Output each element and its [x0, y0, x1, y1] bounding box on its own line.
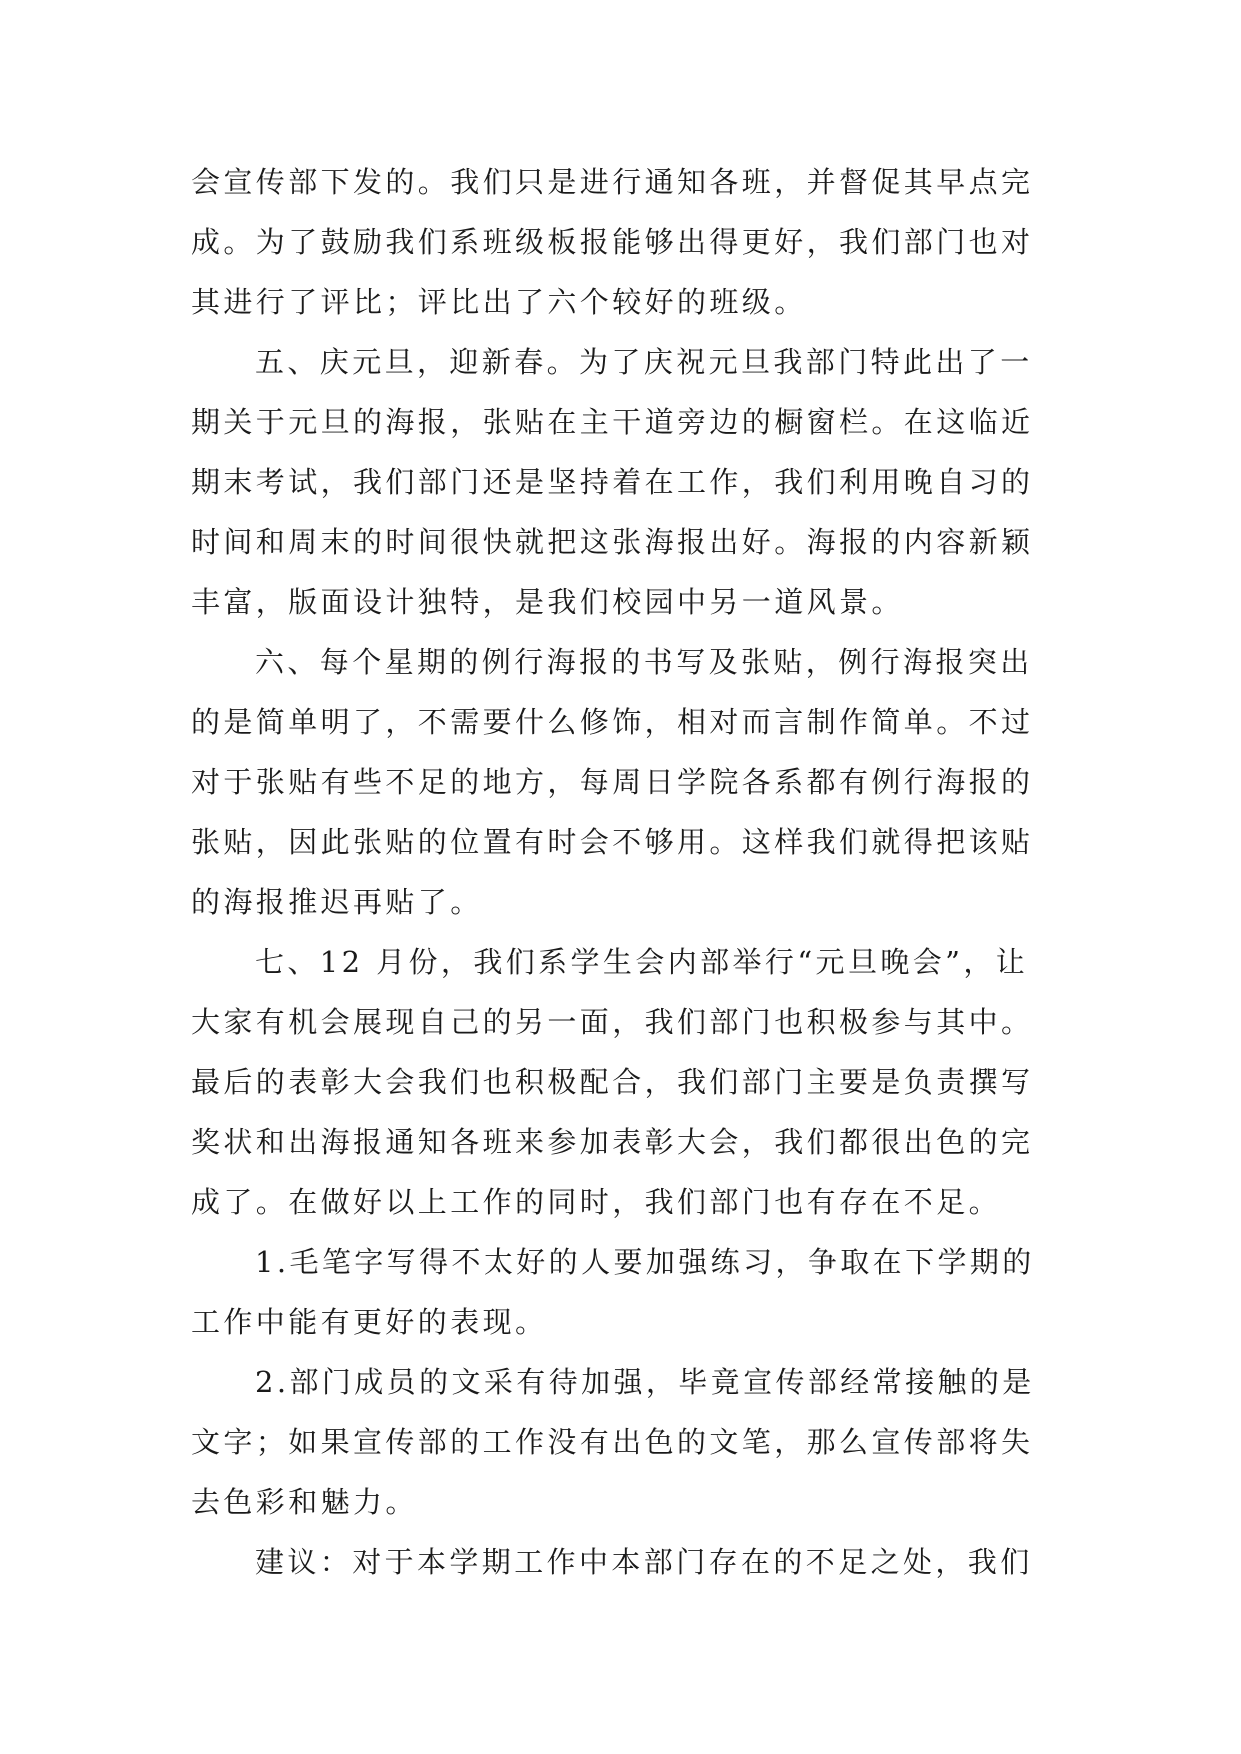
text-line: 奖状和出海报通知各班来参加表彰大会，我们都很出色的完 [191, 1125, 1034, 1159]
text-line: 的是简单明了，不需要什么修饰，相对而言制作简单。不过 [191, 705, 1034, 739]
text-line: 成。为了鼓励我们系班级板报能够出得更好，我们部门也对 [191, 225, 1034, 259]
text-line: 五、庆元旦，迎新春。为了庆祝元旦我部门特此出了一 [255, 345, 1033, 379]
text-line: 2.部门成员的文采有待加强，毕竟宣传部经常接触的是 [255, 1365, 1035, 1399]
document-body [191, 152, 1071, 1592]
text-line: 会宣传部下发的。我们只是进行通知各班，并督促其早点完 [191, 165, 1034, 199]
text-line: 其进行了评比；评比出了六个较好的班级。 [191, 285, 807, 319]
text-line: 时间和周末的时间很快就把这张海报出好。海报的内容新颖 [191, 525, 1034, 559]
text-line: 对于张贴有些不足的地方，每周日学院各系都有例行海报的 [191, 765, 1034, 799]
text-line: 期末考试，我们部门还是坚持着在工作，我们利用晚自习的 [191, 465, 1034, 499]
text-line: 六、每个星期的例行海报的书写及张贴，例行海报突出 [255, 645, 1033, 679]
text-line: 1.毛笔字写得不太好的人要加强练习，争取在下学期的 [255, 1245, 1035, 1279]
text-line: 期关于元旦的海报，张贴在主干道旁边的橱窗栏。在这临近 [191, 405, 1034, 439]
text-line: 七、12 月份，我们系学生会内部举行“元旦晚会”，让 [255, 945, 1029, 979]
text-line: 建议：对于本学期工作中本部门存在的不足之处，我们 [255, 1545, 1033, 1579]
text-line: 丰富，版面设计独特，是我们校园中另一道风景。 [191, 585, 904, 619]
text-line: 文字；如果宣传部的工作没有出色的文笔，那么宣传部将失 [191, 1425, 1034, 1459]
text-line: 去色彩和魅力。 [191, 1485, 418, 1519]
text-line: 成了。在做好以上工作的同时，我们部门也有存在不足。 [191, 1185, 1002, 1219]
text-line: 工作中能有更好的表现。 [191, 1305, 548, 1339]
text-line: 大家有机会展现自己的另一面，我们部门也积极参与其中。 [191, 1005, 1034, 1039]
text-line: 的海报推迟再贴了。 [191, 885, 483, 919]
text-line: 张贴，因此张贴的位置有时会不够用。这样我们就得把该贴 [191, 825, 1034, 859]
text-line: 最后的表彰大会我们也积极配合，我们部门主要是负责撰写 [191, 1065, 1034, 1099]
